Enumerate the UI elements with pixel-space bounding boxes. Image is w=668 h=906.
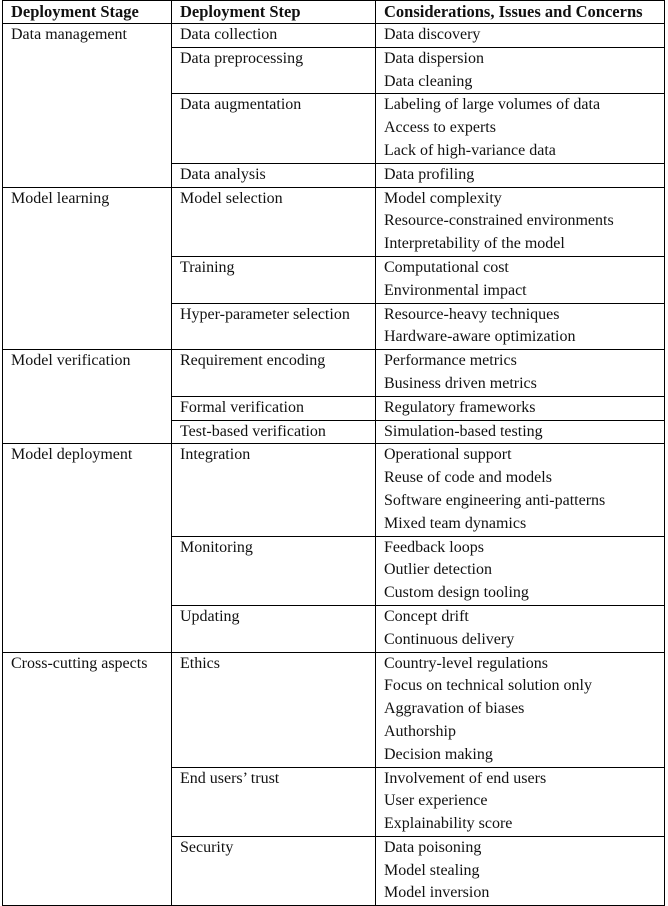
issues-cell <box>376 444 665 536</box>
step-cell <box>172 303 376 350</box>
issue-item: Concept drift <box>384 607 469 625</box>
issue-item: Data profiling <box>384 165 475 183</box>
issue-item: Computational cost <box>384 258 509 276</box>
table-row <box>3 24 665 48</box>
issue-item: Model inversion <box>384 884 490 902</box>
step-label: End users’ trust <box>180 769 280 787</box>
issue-item: Feedback loops <box>384 538 484 556</box>
stage-label: Cross-cutting aspects <box>11 654 148 672</box>
issue-item: Explainability score <box>384 815 513 833</box>
issues-cell <box>376 303 665 350</box>
issue-item: Country-level regulations <box>384 654 548 672</box>
issue-item: Mixed team dynamics <box>384 514 527 532</box>
step-label: Integration <box>180 446 251 464</box>
issue-item: Data poisoning <box>384 838 482 856</box>
issue-item: Labeling of large volumes of data <box>384 96 601 114</box>
table-row <box>3 187 665 256</box>
issue-item: Reuse of code and models <box>384 469 552 487</box>
step-label: Updating <box>180 607 240 625</box>
header-row <box>3 1 665 24</box>
stage-label: Model verification <box>11 352 131 370</box>
step-cell <box>172 163 376 187</box>
issues-cell <box>376 836 665 905</box>
issues-cell <box>376 47 665 94</box>
stage-cell <box>3 350 172 444</box>
step-label: Monitoring <box>180 538 253 556</box>
issues-cell <box>376 420 665 444</box>
issue-item: Authorship <box>384 722 456 740</box>
step-cell <box>172 94 376 163</box>
stage-cell <box>3 24 172 188</box>
issue-item: Data cleaning <box>384 72 473 90</box>
step-label: Security <box>180 838 234 856</box>
step-cell <box>172 420 376 444</box>
stage-cell <box>3 187 172 350</box>
issues-cell <box>376 767 665 836</box>
issues-cell <box>376 256 665 303</box>
issue-item: Continuous delivery <box>384 630 515 648</box>
issue-item: Performance metrics <box>384 352 517 370</box>
step-label: Data preprocessing <box>180 49 304 67</box>
step-cell <box>172 767 376 836</box>
issue-item: Resource-heavy techniques <box>384 305 560 323</box>
step-label: Hyper-parameter selection <box>180 305 350 323</box>
issue-item: Custom design tooling <box>384 584 529 602</box>
step-label: Data analysis <box>180 165 266 183</box>
step-cell <box>172 444 376 536</box>
step-cell <box>172 256 376 303</box>
header-issues: Considerations, Issues and Concerns <box>376 1 665 24</box>
step-label: Data collection <box>180 26 278 43</box>
step-label: Ethics <box>180 654 220 672</box>
step-cell <box>172 536 376 605</box>
step-cell <box>172 350 376 397</box>
step-label: Test-based verification <box>180 422 326 440</box>
stage-cell <box>3 444 172 652</box>
stage-label: Model learning <box>11 189 110 207</box>
issue-item: Access to experts <box>384 119 496 137</box>
stage-label: Data management <box>11 26 127 43</box>
step-cell <box>172 836 376 905</box>
issue-item: Model complexity <box>384 189 502 207</box>
issues-cell <box>376 396 665 420</box>
issues-cell <box>376 350 665 397</box>
deployment-table <box>2 0 665 906</box>
issue-item: Data discovery <box>384 26 481 43</box>
issue-item: Resource-constrained environments <box>384 212 614 230</box>
issue-item: Business driven metrics <box>384 374 537 392</box>
issues-cell <box>376 605 665 652</box>
step-cell <box>172 652 376 767</box>
step-cell <box>172 47 376 94</box>
step-cell <box>172 396 376 420</box>
issue-item: Regulatory frameworks <box>384 398 536 416</box>
stage-cell <box>3 652 172 906</box>
issues-cell <box>376 24 665 48</box>
issue-item: Data dispersion <box>384 49 484 67</box>
step-label: Formal verification <box>180 398 304 416</box>
issue-item: User experience <box>384 792 488 810</box>
issue-item: Hardware-aware optimization <box>384 328 576 346</box>
table-row <box>3 652 665 767</box>
table-row <box>3 444 665 536</box>
issue-item: Focus on technical solution only <box>384 677 592 695</box>
issue-item: Involvement of end users <box>384 769 547 787</box>
header-stage: Deployment Stage <box>3 1 172 24</box>
header-step: Deployment Step <box>172 1 376 24</box>
issues-cell <box>376 536 665 605</box>
issues-cell <box>376 652 665 767</box>
step-cell <box>172 187 376 256</box>
issue-item: Software engineering anti-patterns <box>384 491 606 509</box>
issues-cell <box>376 163 665 187</box>
stage-label: Model deployment <box>11 446 133 464</box>
issue-item: Environmental impact <box>384 281 527 299</box>
table-body <box>3 24 665 906</box>
step-cell <box>172 605 376 652</box>
issue-item: Decision making <box>384 745 493 763</box>
step-label: Data augmentation <box>180 96 302 114</box>
step-label: Model selection <box>180 189 283 207</box>
step-label: Training <box>180 258 235 276</box>
issue-item: Model stealing <box>384 861 480 879</box>
table-row <box>3 350 665 397</box>
issue-item: Aggravation of biases <box>384 700 525 718</box>
step-cell <box>172 24 376 48</box>
step-label: Requirement encoding <box>180 352 326 370</box>
issue-item: Outlier detection <box>384 561 492 579</box>
issue-item: Operational support <box>384 446 512 464</box>
issue-item: Lack of high-variance data <box>384 141 556 159</box>
issues-cell <box>376 187 665 256</box>
issue-item: Simulation-based testing <box>384 422 543 440</box>
issues-cell <box>376 94 665 163</box>
issue-item: Interpretability of the model <box>384 235 565 253</box>
